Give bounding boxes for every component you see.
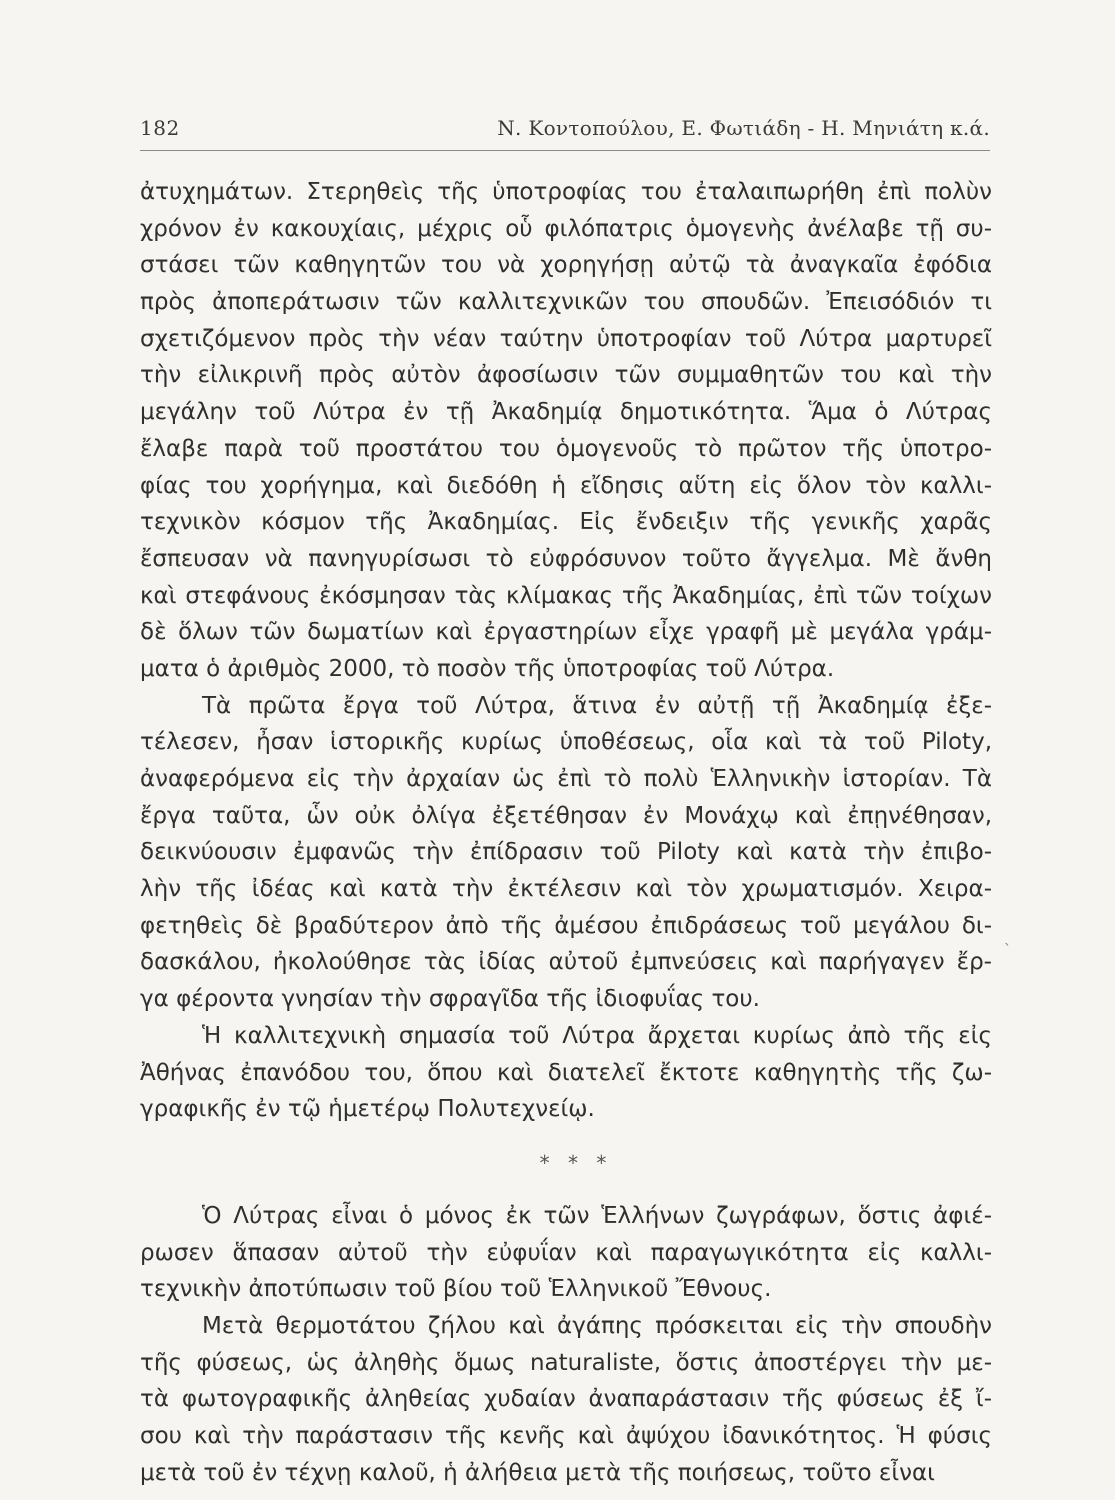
header-rule xyxy=(140,150,990,151)
text-line: σχετιζόμενον πρὸς τὴν νέαν ταύτην ὑποτροφίαν τοῦ Λύτρα μαρτυρεῖ xyxy=(140,325,992,352)
text-line: χρόνον ἐν κακουχίαις, μέχρις οὗ φιλόπατρις ὁμογενὴς ἀνέλαβε τῇ συ- xyxy=(140,215,992,242)
text-line: δεικνύουσιν ἐμφανῶς τὴν ἐπίδρασιν τοῦ Piloty καὶ κατὰ τὴν ἐπιβο- xyxy=(140,839,992,866)
text-line: Μετὰ θερμοτάτου ζήλου καὶ ἀγάπης πρόσκειται εἰς τὴν σπουδὴν xyxy=(202,1312,992,1339)
text-line: Ὁ Λύτρας εἶναι ὁ μόνος ἐκ τῶν Ἑλλήνων ζωγράφων, ὅστις ἀφιέ- xyxy=(202,1202,992,1229)
page-number: 182 xyxy=(140,116,180,140)
paragraph xyxy=(140,174,992,688)
text-line: Ἀθήνας ἐπανόδου του, ὅπου καὶ διατελεῖ ἔκτοτε καθηγητὴς τῆς ζω- xyxy=(140,1059,992,1086)
text-line: Τὰ πρῶτα ἔργα τοῦ Λύτρα, ἅτινα ἐν αὐτῇ τῇ Ἀκαδημίᾳ ἐξε- xyxy=(202,692,992,719)
text-line: μεγάλην τοῦ Λύτρα ἐν τῇ Ἀκαδημίᾳ δημοτικότητα. Ἅμα ὁ Λύτρας xyxy=(140,399,992,426)
margin-mark: ˎ xyxy=(1004,930,1011,946)
text-line: φετηθεὶς δὲ βραδύτερον ἀπὸ τῆς ἀμέσου ἐπιδράσεως τοῦ μεγάλου δι- xyxy=(140,912,992,939)
text-line: γραφικῆς ἐν τῷ ἡμετέρῳ Πολυτεχνείῳ. xyxy=(140,1096,595,1123)
page-header xyxy=(140,108,990,148)
text-line: ματα ὁ ἀριθμὸς 2000, τὸ ποσὸν τῆς ὑποτροφίας τοῦ Λύτρα. xyxy=(140,655,835,682)
text-line: ρωσεν ἅπασαν αὐτοῦ τὴν εὐφυΐαν καὶ παραγωγικότητα εἰς καλλι- xyxy=(140,1239,992,1266)
text-line: καὶ στεφάνους ἐκόσμησαν τὰς κλίμακας τῆς Ἀκαδημίας, ἐπὶ τῶν τοίχων xyxy=(140,582,992,609)
text-line: γα φέροντα γνησίαν τὴν σφραγῖδα τῆς ἰδιοφυΐας του. xyxy=(140,986,760,1013)
running-head: Ν. Κοντοπούλου, Ε. Φωτιάδη - Η. Μηνιάτη κ.ά. xyxy=(497,116,990,140)
section-separator: * * * xyxy=(539,1150,613,1175)
text-line: Ἡ καλλιτεχνικὴ σημασία τοῦ Λύτρα ἄρχεται κυρίως ἀπὸ τῆς εἰς xyxy=(202,1022,992,1049)
text-line: ἔργα ταῦτα, ὧν οὐκ ὀλίγα ἐξετέθησαν ἐν Μονάχῳ καὶ ἐπῃνέθησαν, xyxy=(140,802,992,829)
text-before-separator xyxy=(140,174,992,1128)
paragraph xyxy=(140,688,992,1018)
text-line: ἀτυχημάτων. Στερηθεὶς τῆς ὑποτροφίας του ἐταλαιπωρήθη ἐπὶ πολὺν xyxy=(140,179,992,205)
text-line: φίας του χορήγημα, καὶ διεδόθη ἡ εἴδησις αὕτη εἰς ὅλον τὸν καλλι- xyxy=(140,472,992,499)
paragraph xyxy=(140,1308,992,1491)
text-line: δὲ ὅλων τῶν δωματίων καὶ ἐργαστηρίων εἶχε γραφῆ μὲ μεγάλα γράμ- xyxy=(140,619,992,646)
text-line: στάσει τῶν καθηγητῶν του νὰ χορηγήσῃ αὐτῷ τὰ ἀναγκαῖα ἐφόδια xyxy=(140,252,992,279)
text-line: ἔλαβε παρὰ τοῦ προστάτου του ὁμογενοῦς τὸ πρῶτον τῆς ὑποτρο- xyxy=(140,435,992,462)
text-line: μετὰ τοῦ ἐν τέχνῃ καλοῦ, ἡ ἀλήθεια μετὰ τῆς ποιήσεως, τοῦτο εἶναι xyxy=(140,1459,935,1486)
text-line: τὰ φωτογραφικῆς ἀληθείας χυδαίαν ἀναπαράστασιν τῆς φύσεως ἐξ ἴ- xyxy=(140,1386,992,1413)
text-line: ἀναφερόμενα εἰς τὴν ἀρχαίαν ὡς ἐπὶ τὸ πολὺ Ἑλληνικὴν ἱστορίαν. Τὰ xyxy=(140,766,992,792)
text-line: τεχνικὸν κόσμον τῆς Ἀκαδημίας. Εἰς ἔνδειξιν τῆς γενικῆς χαρᾶς xyxy=(140,509,992,536)
text-line: τῆς φύσεως, ὡς ἀληθὴς ὅμως naturaliste, ὅστις ἀποστέργει τὴν με- xyxy=(140,1349,992,1376)
body-text xyxy=(140,174,992,1491)
text-line: δασκάλου, ἠκολούθησε τὰς ἰδίας αὐτοῦ ἐμπνεύσεις καὶ παρήγαγεν ἔρ- xyxy=(140,949,992,976)
text-line: τέλεσεν, ἦσαν ἱστορικῆς κυρίως ὑποθέσεως, οἷα καὶ τὰ τοῦ Piloty, xyxy=(140,729,992,756)
text-line: σου καὶ τὴν παράστασιν τῆς κενῆς καὶ ἀψύχου ἰδανικότητος. Ἡ φύσις xyxy=(140,1423,992,1449)
paragraph xyxy=(140,1018,992,1128)
text-line: πρὸς ἀποπεράτωσιν τῶν καλλιτεχνικῶν του σπουδῶν. Ἐπεισόδιόν τι xyxy=(140,289,992,316)
paragraph xyxy=(140,1198,992,1308)
text-line: λὴν τῆς ἰδέας καὶ κατὰ τὴν ἐκτέλεσιν καὶ τὸν χρωματισμόν. Χειρα- xyxy=(140,876,992,903)
text-line: ἔσπευσαν νὰ πανηγυρίσωσι τὸ εὐφρόσυνον τοῦτο ἄγγελμα. Μὲ ἄνθη xyxy=(140,545,992,572)
text-after-separator xyxy=(140,1198,992,1492)
text-line: τὴν εἰλικρινῆ πρὸς αὐτὸν ἀφοσίωσιν τῶν συμμαθητῶν του καὶ τὴν xyxy=(140,362,992,389)
text-line: τεχνικὴν ἀποτύπωσιν τοῦ βίου τοῦ Ἑλληνικοῦ Ἔθνους. xyxy=(140,1276,772,1303)
